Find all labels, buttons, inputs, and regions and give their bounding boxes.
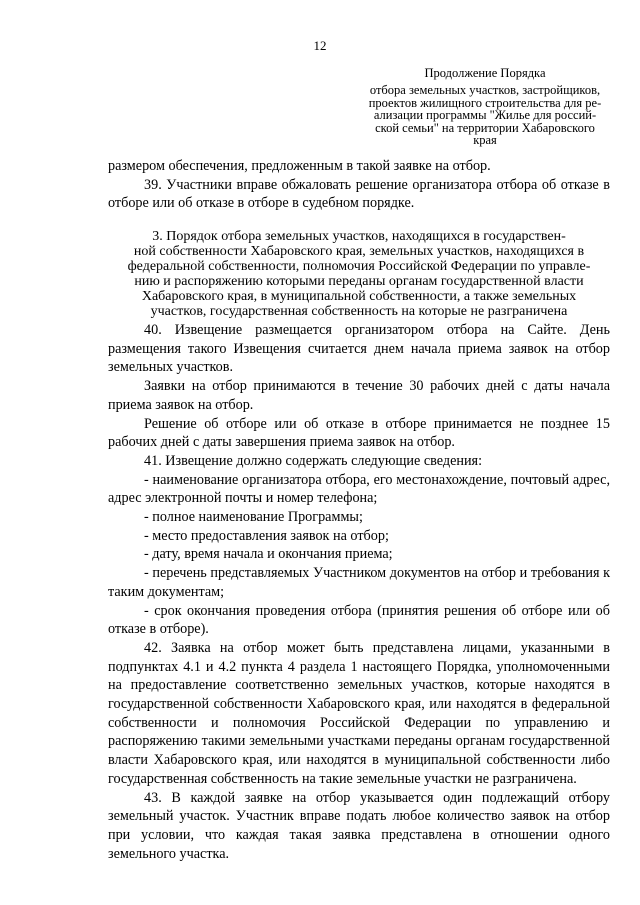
- paragraph-42: 42. Заявка на отбор может быть представлена лицами, указанными в подпунктах 4.1 и 4.2 пункта 4 раздела 1 настоящего Порядка, уполномоченными на предоставление соответственно земельных участков, которые находятся в государственной собственности Хабаровского края, или находятся в федеральной собственности и полномочия Российской Федерации по управлению и распоряжению такими земельными участками переданы органам государственной власти Хабаровского края, или находятся в муниципальной собственности либо государственная собственность на такие земельные участки не разграничена.: [108, 639, 610, 787]
- section-heading: [108, 229, 610, 319]
- paragraph-41: 41. Извещение должно содержать следующие сведения:: [144, 452, 483, 469]
- paragraph-40: 40. Извещение размещается организатором отбора на Сайте. День размещения такого Извещения считается днем начала приема заявок на отбор земельных участков.: [108, 322, 610, 376]
- header-title: Продолжение Порядка: [424, 66, 546, 80]
- list-item: - полное наименование Программы;: [144, 509, 363, 526]
- paragraph: Решение об отборе или об отказе в отборе принимается не позднее 15 рабочих дней с даты завершения приема заявок на отбор.: [108, 415, 610, 451]
- list-item: - перечень представляемых Участником документов на отбор и требования к таким документам;: [108, 565, 610, 600]
- top-body-text: [108, 157, 610, 213]
- list-item: - дату, время начала и окончания приема;: [144, 546, 393, 563]
- section-heading-line: участков, государственная собственность на которые не разграничена: [150, 304, 568, 319]
- list-item: - срок окончания проведения отбора (принятия решения об отборе или об отказе в отборе).: [108, 602, 610, 638]
- paragraph-43: 43. В каждой заявке на отбор указывается один подлежащий отбору земельный участок. Участник вправе подать любое количество заявок на отбор при условии, что каждая такая заявка представлена в отношении одного земельного участка.: [108, 789, 610, 862]
- page-number: 12: [313, 38, 327, 53]
- paragraph-39: 39. Участники вправе обжаловать решение организатора отбора об отказе в отборе или об отказе в отборе в судебном порядке.: [108, 176, 610, 212]
- paragraph: Заявки на отбор принимаются в течение 30 рабочих дней с даты начала приема заявок на отбор.: [108, 378, 610, 413]
- section-heading-line: федеральной собственности, полномочия Российской Федерации по управле-: [127, 259, 591, 274]
- list-item: - место предоставления заявок на отбор;: [144, 527, 389, 544]
- main-body-text: [108, 321, 610, 863]
- list-item: - наименование организатора отбора, его местонахождение, почтовый адрес, адрес электронной почты и номер телефона;: [108, 471, 610, 507]
- header-subtitle-line: ской семьи" на территории Хабаровского: [375, 120, 595, 135]
- header-subtitle-line: ализации программы "Жилье для россий-: [373, 108, 597, 122]
- section-heading-line: 3. Порядок отбора земельных участков, находящихся в государствен-: [152, 229, 566, 244]
- header-subtitle: [360, 84, 610, 147]
- section-heading-line: ной собственности Хабаровского края, земельных участков, находящихся в: [133, 244, 585, 259]
- header-subtitle-line: проектов жилищного строительства для ре-: [368, 95, 602, 110]
- paragraph-continuation: размером обеспечения, предложенным в такой заявке на отбор.: [108, 158, 491, 174]
- section-heading-line: Хабаровского края, в муниципальной собственности, а также земельных: [141, 289, 577, 304]
- header-subtitle-line: отбора земельных участков, застройщиков,: [369, 83, 601, 97]
- header-subtitle-line: края: [473, 133, 497, 147]
- section-heading-line: нию и распоряжению которыми переданы органам государственной власти: [134, 274, 584, 289]
